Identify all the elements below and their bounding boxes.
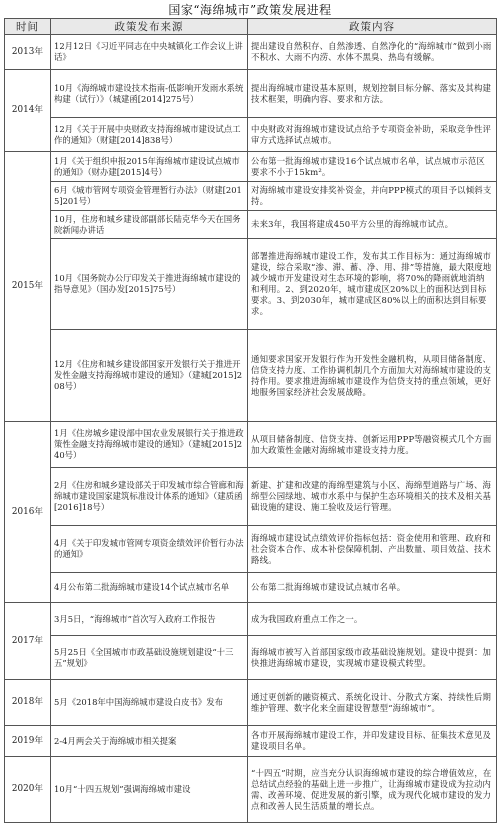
content-cell: “十四五”时期，应当充分认识海绵城市建设的综合增值效应，在总结试点经验的基础上进一步推广，让海绵城市建设成为拉动内需、改善环境、促进发展的新引擎，成为现代化城市建设的发力点和改善人民生活质量的增长点。 [248,757,497,823]
source-cell: 12月《关于开展中央财政支持海绵城市建设试点工作的通知》（财建[2014]838号） [51,118,248,152]
table-row [5,239,497,330]
table-row [5,330,497,422]
source-cell: 2月《住房和城乡建设部关于印发城市综合管廊和海绵城市建设国家建筑标准设计体系的通知》（建质函[2016]18号） [51,468,248,526]
year-cell: 2017年 [5,603,51,680]
content-cell: 对海绵城市建设安排奖补资金，并向PPP模式的项目予以倾斜支持。 [248,182,497,211]
content-cell: 通过更创新的融资模式、系统化设计、分散式方案、持续性后期维护管理、数字化来全面建设智慧型“海绵城市”。 [248,680,497,726]
source-cell: 10月“十四五规划”强调海绵城市建设 [51,757,248,823]
table-row [5,182,497,211]
source-cell: 10月《国务院办公厅印发关于推进海绵城市建设的指导意见》（国办发[2015]75号） [51,239,248,330]
content-cell: 海绵城市建设试点绩效评价指标包括：资金使用和管理、政府和社会资本合作、成本补偿保障机制、产出数量、项目效益、技术路线。 [248,526,497,573]
source-cell: 6月《城市管网专项资金管理暂行办法》（财建[2015]201号） [51,182,248,211]
source-cell: 5月《2018年中国海绵城市建设白皮书》发布 [51,680,248,726]
table-row [5,726,497,757]
policy-document [4,3,496,823]
table-header-row [5,19,497,35]
table-row [5,70,497,118]
content-cell: 公布第一批海绵城市建设16个试点城市名单，试点城市示范区要求不小于15km²。 [248,152,497,182]
table-row [5,211,497,239]
content-cell: 公布第二批海绵城市建设试点城市名单。 [248,573,497,603]
content-cell: 提出海绵城市建设基本原则，规划控制目标分解、落实及其构建技术框架，明确内容、要求和方法。 [248,70,497,118]
source-cell: 12月《住房和城乡建设部国家开发银行关于推进开发性金融支持海绵城市建设的通知》（建城[2015]208号） [51,330,248,422]
source-cell: 4月《关于印发城市管网专项资金绩效评价暂行办法的通知》 [51,526,248,573]
source-cell: 1月《住房城乡建设部中国农业发展银行关于推进政策性金融支持海绵城市建设的通知》（建城[2015]240号） [51,422,248,468]
source-cell: 1月《关于组织申报2015年海绵城市建设试点城市的通知》（财办建[2015]4号） [51,152,248,182]
header-content: 政策内容 [248,19,497,35]
table-row [5,573,497,603]
year-cell: 2018年 [5,680,51,726]
table-row [5,603,497,636]
source-cell: 2-4月两会关于海绵城市相关提案 [51,726,248,757]
table-row [5,468,497,526]
table-row [5,680,497,726]
source-cell: 10月，住房和城乡建设部副部长陆克华今天在国务院新闻办讲话 [51,211,248,239]
content-cell: 提出建设自然积存、自然渗透、自然净化的“海绵城市”做到小雨不积水、大雨不内涝、水体不黑臭、热岛有缓解。 [248,35,497,70]
year-cell: 2019年 [5,726,51,757]
content-cell: 成为我国政府重点工作之一。 [248,603,497,636]
table-row [5,422,497,468]
year-cell: 2014年 [5,70,51,152]
content-cell: 各市开展海绵城市建设工作，并印发建设目标、征集技术意见及建设项目名单。 [248,726,497,757]
table-row [5,118,497,152]
year-cell: 2016年 [5,422,51,603]
content-cell: 海绵城市被写入首部国家级市政基础设施规划。建设中提到：加快推进海绵城市建设，实现城市建设模式转型。 [248,636,497,680]
table-row [5,636,497,680]
document-title: 国家“海绵城市”政策发展进程 [168,3,332,17]
table-row [5,526,497,573]
content-cell: 通知要求国家开发银行作为开发性金融机构，从项目储备制度、信贷支持力度、工作协调机制几个方面加大对海绵城市建设的支持作用。要求推进海绵城市建设作为信贷支持的重点领域，更好地服务国家经济社会发展战略。 [248,330,497,422]
content-cell: 从项目储备制度、信贷支持、创新运用PPP等融资模式几个方面加大政策性金融对海绵城市建设支持力度。 [248,422,497,468]
year-cell: 2015年 [5,152,51,422]
source-cell: 10月《海绵城市建设技术指南-低影响开发雨水系统构建（试行）》（城建函[2014]275号） [51,70,248,118]
source-cell: 4月公布第二批海绵城市建设14个试点城市名单 [51,573,248,603]
table-row [5,152,497,182]
policy-table [4,18,497,823]
table-row [5,35,497,70]
table-row [5,757,497,823]
header-time: 时间 [5,19,51,35]
source-cell: 5月25日《全国城市市政基础设施规划建设“十三五”规划》 [51,636,248,680]
content-cell: 中央财政对海绵城市建设试点给予专项资金补助，采取竞争性评审方式选择试点城市。 [248,118,497,152]
content-cell: 未来3年，我国将建成450平方公里的海绵城市试点。 [248,211,497,239]
content-cell: 部署推进海绵城市建设工作，发布其工作目标为：通过海绵城市建设，综合采取“渗、滞、蓄、净、用、排”等措施，最大限度地减少城市开发建设对生态环境的影响，将70%的降雨就地消纳和利用。2、到2020年，城市建成区20%以上的面积达到目标要求。3、到2030年，城市建成区80%以上的面积达到目标要求。 [248,239,497,330]
year-cell: 2013年 [5,35,51,70]
source-cell: 3月5日，“海绵城市”首次写入政府工作报告 [51,603,248,636]
content-cell: 新建、扩建和改建的海绵型建筑与小区、海绵型道路与广场、海绵型公园绿地、城市水系中与保护生态环境相关的技术及相关基础设施的建设、施工验收及运行管理。 [248,468,497,526]
source-cell: 12月12日《习近平同志在中央城镇化工作会议上讲话》 [51,35,248,70]
header-source: 政策发布来源 [51,19,248,35]
year-cell: 2020年 [5,757,51,823]
